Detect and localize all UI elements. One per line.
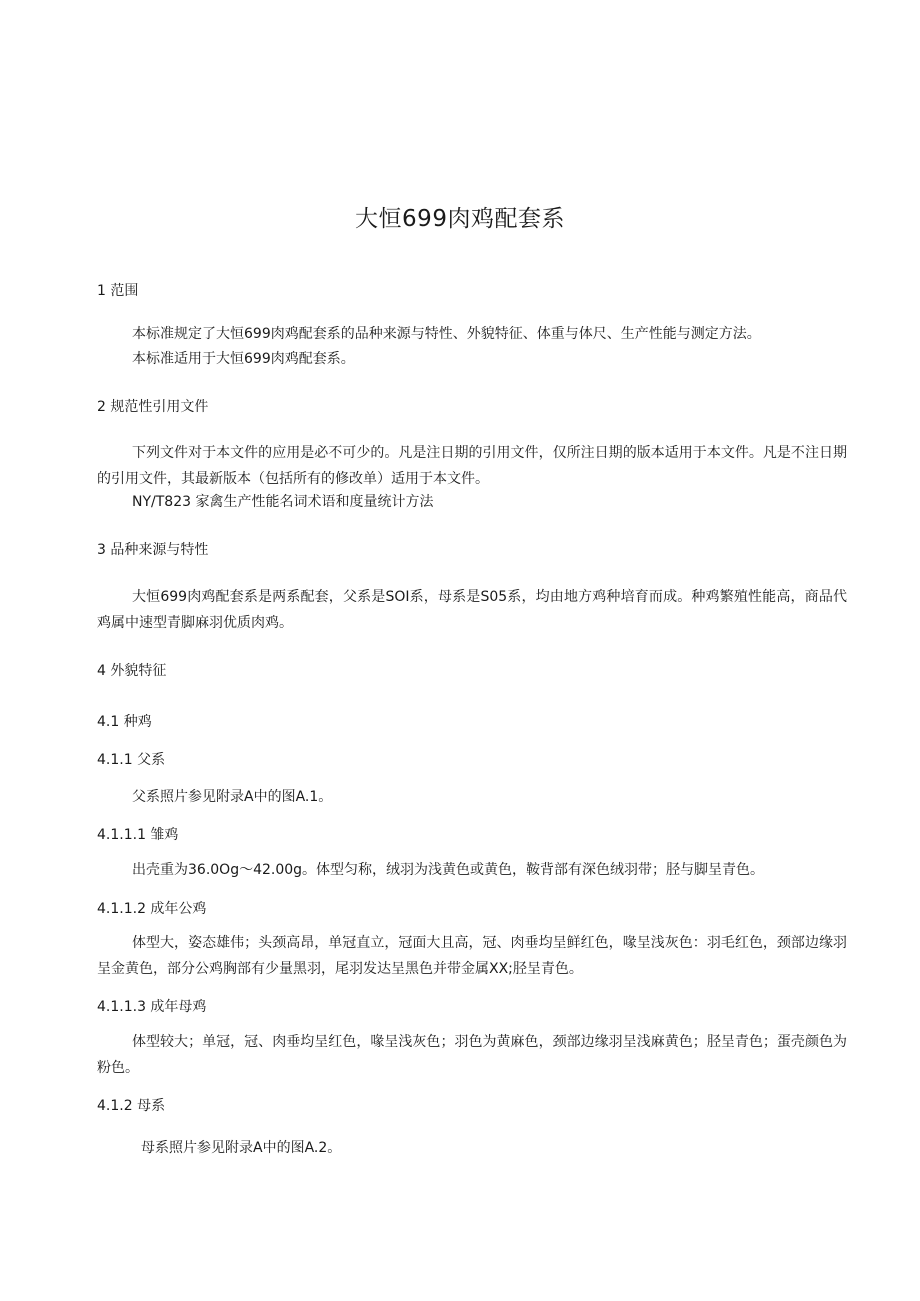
section-4-1-1-2-heading: 4.1.1.2 成年公鸡	[97, 901, 207, 917]
section-4-1-heading: 4.1 种鸡	[97, 714, 152, 730]
section-4-1-1-3-heading: 4.1.1.3 成年母鸡	[97, 999, 207, 1015]
section-4-1-2-paragraph: 母系照片参见附录A中的图A.2。	[141, 1140, 342, 1156]
section-1-paragraph-2: 本标准适用于大恒699肉鸡配套系。	[132, 351, 355, 367]
document-title: 大恒699肉鸡配套系	[355, 206, 565, 232]
section-3-heading: 3 品种来源与特性	[97, 542, 209, 558]
section-4-1-1-heading: 4.1.1 父系	[97, 752, 166, 768]
section-4-1-1-1-paragraph: 出壳重为36.0Og～42.00g。体型匀称，绒羽为浅黄色或黄色，鞍背部有深色绒羽带；胫与脚呈青色。	[132, 862, 765, 878]
section-2-heading: 2 规范性引用文件	[97, 399, 209, 415]
section-1-paragraph-1: 本标准规定了大恒699肉鸡配套系的品种来源与特性、外貌特征、体重与体尺、生产性能与测定方法。	[132, 326, 761, 342]
section-1-heading: 1 范围	[97, 283, 139, 299]
normative-reference: NY/T823 家禽生产性能名词术语和度量统计方法	[132, 494, 434, 510]
section-4-heading: 4 外貌特征	[97, 663, 167, 679]
section-4-1-1-paragraph: 父系照片参见附录A中的图A.1。	[132, 789, 333, 805]
section-4-1-2-heading: 4.1.2 母系	[97, 1098, 166, 1114]
section-3-paragraph-1: 大恒699肉鸡配套系是两系配套，父系是SOI系，母系是S05系，均由地方鸡种培育而成。种鸡繁殖性能高，商品代鸡属中速型青脚麻羽优质肉鸡。	[97, 589, 847, 631]
section-4-1-1-2-paragraph: 体型大，姿态雄伟；头颈高昂，单冠直立，冠面大且高，冠、肉垂均呈鲜红色，喙呈浅灰色：羽毛红色，颈部边缘羽呈金黄色，部分公鸡胸部有少量黑羽，尾羽发达呈黑色并带金属XX;胫呈青色。	[97, 935, 847, 977]
section-4-1-1-1-heading: 4.1.1.1 雏鸡	[97, 827, 179, 843]
section-4-1-1-3-paragraph: 体型较大；单冠，冠、肉垂均呈红色，喙呈浅灰色；羽色为黄麻色，颈部边缘羽呈浅麻黄色；胫呈青色；蛋壳颜色为粉色。	[97, 1034, 847, 1076]
section-2-paragraph-1: 下列文件对于本文件的应用是必不可少的。凡是注日期的引用文件，仅所注日期的版本适用于本文件。凡是不注日期的引用文件，其最新版本（包括所有的修改单）适用于本文件。	[97, 445, 847, 487]
